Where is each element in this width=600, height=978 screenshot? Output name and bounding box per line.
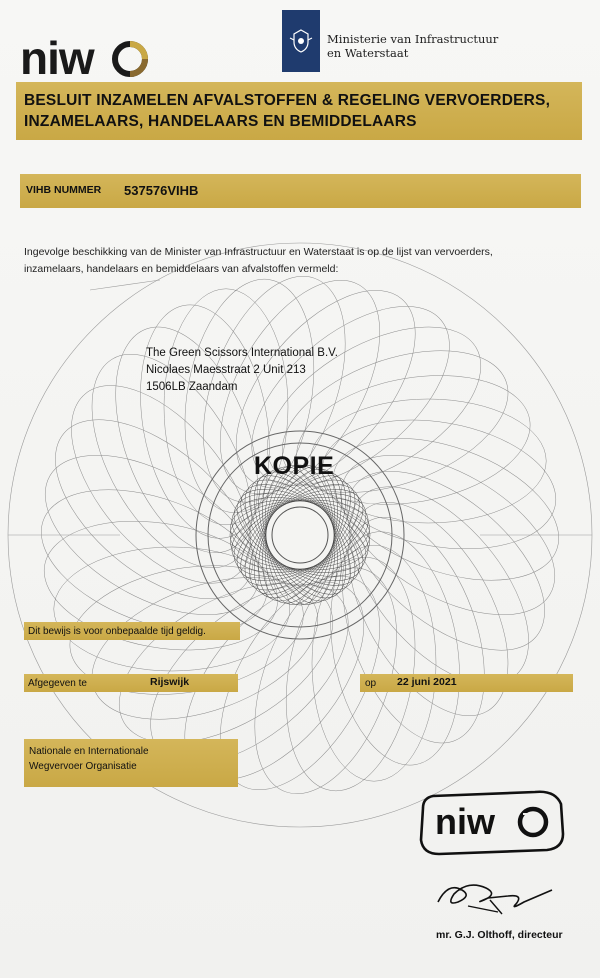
company-street: Nicolaes Maesstraat 2 Unit 213 <box>146 364 306 376</box>
ministry-crest <box>282 10 320 72</box>
svg-text:niw: niw <box>20 32 94 82</box>
signer-name: mr. G.J. Olthoff, directeur <box>436 929 563 941</box>
company-address <box>146 345 338 396</box>
vihb-band <box>20 174 581 208</box>
organisation-name <box>29 744 234 774</box>
guilloche-core-ring <box>249 459 351 612</box>
niwo-stamp <box>415 784 567 856</box>
signature <box>428 876 558 916</box>
document-title <box>24 90 574 132</box>
validity-text: Dit bewijs is voor onbepaalde tijd geldig. <box>28 626 206 637</box>
issue-date: 22 juni 2021 <box>397 676 457 688</box>
title-line-1: BESLUIT INZAMELEN AFVALSTOFFEN & REGELING VERVOERDERS, <box>24 92 551 109</box>
guilloche-ring <box>73 550 337 747</box>
guilloche-core-ring <box>230 459 369 611</box>
guilloche-core-ring <box>224 484 377 586</box>
vihb-label: VIHB NUMMER <box>26 184 102 196</box>
ministry-line-2: en Waterstaat <box>327 46 409 60</box>
intro-text <box>24 244 564 278</box>
guilloche-ring <box>315 498 512 762</box>
copy-watermark: KOPIE <box>254 452 335 480</box>
guilloche-core-ring <box>249 459 351 612</box>
guilloche-core-ring <box>230 459 369 611</box>
guilloche-core-ring <box>224 465 376 604</box>
date-label: op <box>365 678 377 689</box>
guilloche-ring <box>123 295 286 549</box>
guilloche-core-ring <box>224 465 376 604</box>
title-line-2: INZAMELAARS, HANDELAARS EN BEMIDDELAARS <box>24 113 417 130</box>
company-name: The Green Scissors International B.V. <box>146 347 338 359</box>
niwo-logo <box>20 32 150 82</box>
intro-line-1: Ingevolge beschikking van de Minister van Infrastructuur en Waterstaat is op de lijst van vervoerders, <box>24 246 493 258</box>
date-band <box>360 674 573 692</box>
organisation-line-2: Wegvervoer Organisatie <box>29 761 137 772</box>
guilloche-ring <box>314 521 477 775</box>
intro-line-2: inzamelaars, handelaars en bemiddelaars van afvalstoffen vermeld: <box>24 263 339 275</box>
organisation-line-1: Nationale en Internationale <box>29 746 149 757</box>
vihb-number: 537576VIHB <box>124 183 199 198</box>
company-city: 1506LB Zaandam <box>146 381 238 393</box>
issued-label: Afgegeven te <box>28 678 87 689</box>
guilloche-core-ring <box>224 484 377 586</box>
svg-text:niw: niw <box>435 801 495 842</box>
ministry-line-1: Ministerie van Infrastructuur <box>327 32 499 46</box>
coat-of-arms-icon <box>286 26 316 56</box>
issued-place: Rijswijk <box>150 676 190 688</box>
ministry-name <box>327 32 557 60</box>
